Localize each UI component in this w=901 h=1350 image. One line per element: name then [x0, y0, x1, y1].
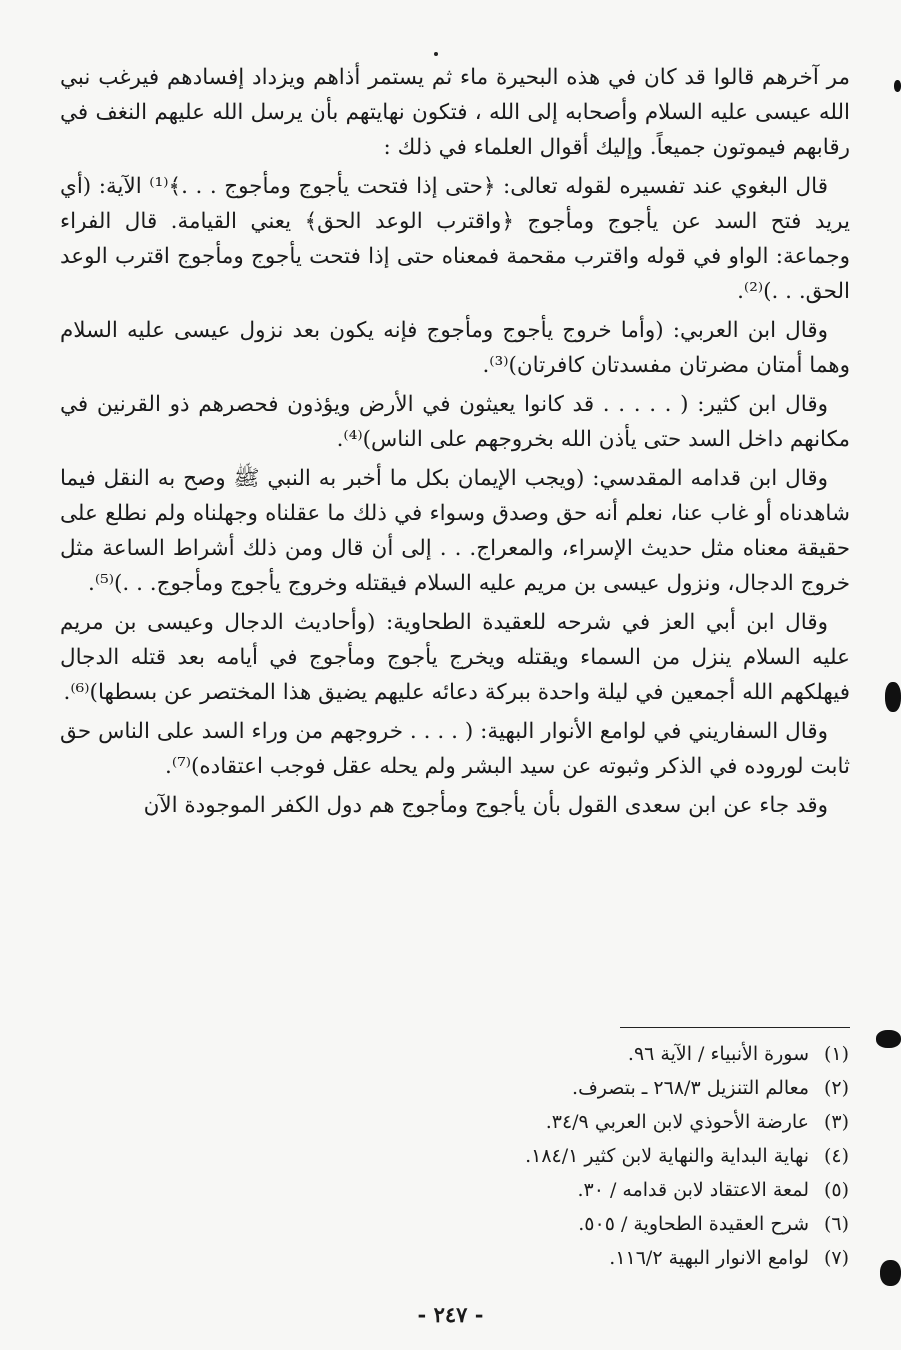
scan-mark: [876, 1030, 901, 1048]
footnote-number: (٥): [823, 1179, 849, 1201]
paragraph-3: وقال ابن العربي: (وأما خروج يأجوج ومأجوج فإنه يكون بعد نزول عيسى عليه السلام وهما أمتان مضرتان مفسدتان كافرتان)⁽³⁾.: [60, 318, 850, 378]
footnote-number: (١): [823, 1043, 849, 1065]
page-body: [60, 60, 850, 827]
footnote-separator: [620, 1027, 850, 1028]
footnote-text: معالم التنزيل ٢٦٨/٣ ـ بتصرف.: [572, 1077, 809, 1099]
page-number: - ٢٤٧ -: [417, 1302, 484, 1327]
footnote-number: (٢): [823, 1077, 849, 1099]
footnote-text: شرح العقيدة الطحاوية / ٥٠٥.: [578, 1213, 809, 1235]
footnote-number: (٤): [823, 1145, 849, 1167]
paragraph-4: وقال ابن كثير: ( . . . . . قد كانوا يعيثون في الأرض ويؤذون فحصرهم ذو القرنين في مكانهم داخل السد حتى يأذن الله بخروجهم على الناس)⁽⁴⁾.: [60, 392, 850, 452]
paragraph-1: مر آخرهم قالوا قد كان في هذه البحيرة ماء ثم يستمر أذاهم ويزداد إفسادهم فيرغب نبي الله عيسى عليه السلام وأصحابه إلى الله ، فتكون نهايتهم بأن يرسل الله عليهم النغف في رقابهم فيموتون جميعاً. وإليك أقوال العلماء في ذلك :: [60, 65, 850, 160]
paragraph-5: وقال ابن قدامه المقدسي: (ويجب الإيمان بكل ما أخبر به النبي ﷺ وصح به النقل فيما شاهدناه أو غاب عنا، نعلم أنه حق وصدق وسواء في ذلك ما عقلناه وجهلناه ولم نطلع على حقيقة معناه مثل حديث الإسراء، والمعراج. . . إلى أن قال ومن ذلك أشراط الساعة مثل خروج الدجال، ونزول عيسى بن مريم عليه السلام فيقتله وخروج يأجوج ومأجوج. . .)⁽⁵⁾.: [60, 466, 850, 596]
footnote-number: (٦): [823, 1213, 849, 1235]
scan-mark: [885, 682, 901, 712]
footnote-text: لمعة الاعتقاد لابن قدامه / ٣٠.: [577, 1179, 809, 1201]
paragraph-7: وقال السفاريني في لوامع الأنوار البهية: ( . . . . خروجهم من وراء السد على الناس حق ثابت لوروده في الذكر وثبوته عن سيد البشر ولم يحله عقل فوجب اعتقاده)⁽⁷⁾.: [60, 719, 850, 779]
footnote-7: [289, 1241, 849, 1275]
paragraph-6: وقال ابن أبي العز في شرحه للعقيدة الطحاوية: (وأحاديث الدجال وعيسى بن مريم عليه السلام ينزل من السماء ويقتله ويخرج يأجوج ومأجوج في أيامه بعد قتله الدجال فيهلكهم الله أجمعين في ليلة واحدة ببركة دعائه عليهم يضيق هذا المختصر عن بسطها)⁽⁶⁾.: [60, 610, 850, 705]
paragraph-2: قال البغوي عند تفسيره لقوله تعالى: ﴿حتى إذا فتحت يأجوج ومأجوج . . .﴾⁽¹⁾ الآية: (أي يريد فتح السد عن يأجوج ومأجوج ﴿واقترب الوعد الحق﴾ يعني القيامة. قال الفراء وجماعة: الواو في قوله واقترب مقحمة فمعناه حتى إذا فتحت يأجوج ومأجوج اقترب الوعد الحق. . .)⁽²⁾.: [60, 174, 850, 304]
footnote-number: (٣): [823, 1111, 849, 1133]
scan-mark: [894, 80, 901, 92]
footnotes: [289, 1037, 849, 1275]
footnote-4: [289, 1139, 849, 1173]
scan-mark: [880, 1260, 901, 1286]
footnote-text: لوامع الانوار البهية ١١٦/٢.: [609, 1247, 809, 1269]
footnote-3: [289, 1105, 849, 1139]
scan-dot: [434, 52, 438, 56]
paragraph-8: وقد جاء عن ابن سعدى القول بأن يأجوج ومأجوج هم دول الكفر الموجودة الآن: [143, 793, 828, 818]
footnote-number: (٧): [823, 1247, 849, 1269]
footnote-1: [289, 1037, 849, 1071]
footnote-2: [289, 1071, 849, 1105]
footnote-text: سورة الأنبياء / الآية ٩٦.: [627, 1043, 809, 1065]
footnote-5: [289, 1173, 849, 1207]
footnote-6: [289, 1207, 849, 1241]
footnote-text: عارضة الأحوذي لابن العربي ٣٤/٩.: [545, 1111, 809, 1133]
footnote-text: نهاية البداية والنهاية لابن كثير ١٨٤/١.: [525, 1145, 809, 1167]
